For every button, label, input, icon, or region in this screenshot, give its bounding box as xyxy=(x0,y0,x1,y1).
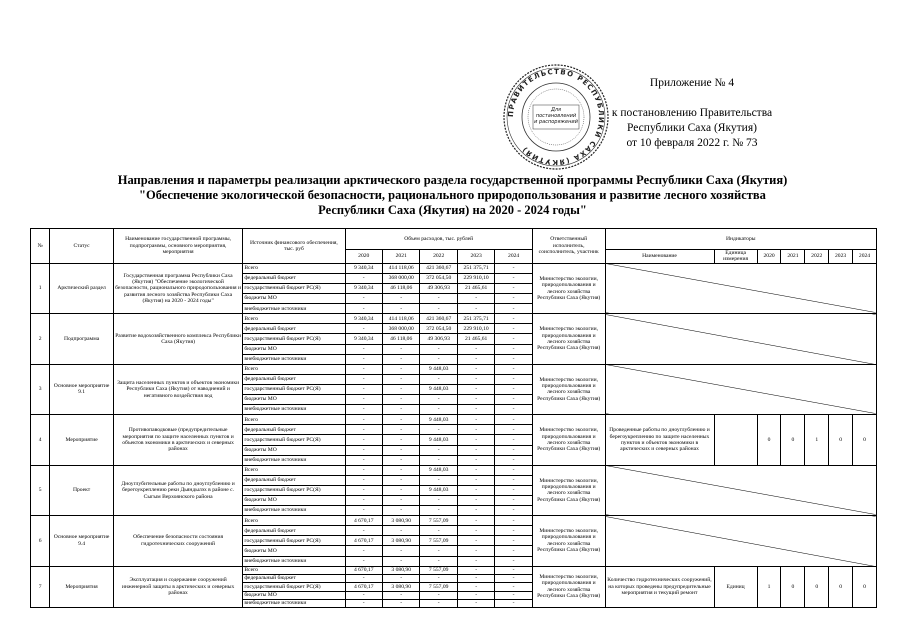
expense-value: - xyxy=(457,445,494,455)
row-executor: Министерство экологии, природопользования и лесного хозяйства Республики Саха (Якутия) xyxy=(532,415,605,465)
expense-value: - xyxy=(420,294,457,304)
expense-value: - xyxy=(345,304,382,314)
year-header: 2020 xyxy=(345,250,382,264)
source-republic: государственный бюджет РС(Я) xyxy=(243,284,345,294)
expense-value: 9 448,03 xyxy=(420,364,457,374)
expense-value: - xyxy=(495,374,532,384)
expense-value: 9 448,03 xyxy=(420,435,457,445)
row-number: 5 xyxy=(31,465,50,515)
expense-value: 229 910,10 xyxy=(457,324,494,334)
source-federal: федеральный бюджет xyxy=(243,374,345,384)
source-total: Всего xyxy=(243,516,345,526)
expense-value: - xyxy=(345,415,382,425)
expense-value: 3 080,90 xyxy=(382,536,419,546)
header-name: Наименование государственной программы, подпрограммы, основного мероприятия, мероприятия xyxy=(113,229,242,264)
expense-value: 368 000,00 xyxy=(382,324,419,334)
expense-value: - xyxy=(495,334,532,344)
expense-value: - xyxy=(457,405,494,415)
expense-value: - xyxy=(420,445,457,455)
expense-value: 7 557,09 xyxy=(420,566,457,574)
expense-value: - xyxy=(457,455,494,465)
table-row xyxy=(31,465,877,475)
row-name: Дноуглубительные работы по дноуглублению и берегоукреплению реки Дьяндылэх в районе с. Сыгым Верхоянского района xyxy=(113,465,242,515)
table-row xyxy=(31,364,877,374)
source-mo: бюджеты МО xyxy=(243,546,345,556)
expense-value: - xyxy=(457,516,494,526)
indicator-value: 0 xyxy=(829,415,853,465)
header-num: № xyxy=(31,229,50,264)
expense-value: - xyxy=(495,526,532,536)
source-republic: государственный бюджет РС(Я) xyxy=(243,334,345,344)
expense-value: - xyxy=(345,599,382,607)
row-name: Защита населенных пунктов и объектов экономики Республики Саха (Якутия) от наводнений и негативного воздействия вод xyxy=(113,364,242,414)
indicator-name: Проведенные работы по дноуглублению и берегоукреплению по защите населенных пунктов и объектов экономики в арктических и северных районах xyxy=(605,415,714,465)
expense-value: - xyxy=(345,294,382,304)
expense-value: - xyxy=(495,583,532,591)
expense-value: - xyxy=(457,304,494,314)
indicator-unit-header: Единица измерения xyxy=(714,250,757,264)
indicator-name: Количество гидротехнических сооружений, на которых проведены предупредительные мероприятия и текущий ремонт xyxy=(605,566,714,607)
table-row xyxy=(31,263,877,273)
row-status: Подпрограмма xyxy=(50,314,114,364)
expense-value: - xyxy=(457,591,494,599)
indicator-value: 0 xyxy=(853,415,877,465)
expense-value: - xyxy=(345,395,382,405)
expense-value: - xyxy=(345,384,382,394)
title-line1: Направления и параметры реализации арктического раздела государственной программы Республики Саха (Якутия) xyxy=(117,173,788,187)
indicator-year-header: 2021 xyxy=(781,250,805,264)
expense-value: - xyxy=(495,445,532,455)
year-header: 2024 xyxy=(495,250,532,264)
expense-value: 9 340,34 xyxy=(345,284,382,294)
expense-value: 9 448,03 xyxy=(420,384,457,394)
source-federal: федеральный бюджет xyxy=(243,324,345,334)
expense-value: - xyxy=(382,415,419,425)
expense-value: 7 557,09 xyxy=(420,583,457,591)
indicator-value: 0 xyxy=(805,566,829,607)
row-status: Арктический раздел xyxy=(50,263,114,313)
expense-value: - xyxy=(345,591,382,599)
source-total: Всего xyxy=(243,364,345,374)
source-mo: бюджеты МО xyxy=(243,445,345,455)
expense-value: 9 340,34 xyxy=(345,314,382,324)
expense-value: - xyxy=(457,485,494,495)
expense-value: - xyxy=(345,364,382,374)
expense-value: - xyxy=(345,344,382,354)
expense-value: 4 670,17 xyxy=(345,583,382,591)
year-header: 2021 xyxy=(382,250,419,264)
header-executor: Ответственный исполнитель, соисполнитель, участник xyxy=(532,229,605,264)
expense-value: - xyxy=(495,324,532,334)
expense-value: - xyxy=(495,516,532,526)
expense-value: - xyxy=(345,465,382,475)
expense-value: - xyxy=(457,574,494,582)
expense-value: - xyxy=(420,591,457,599)
expense-value: 7 557,09 xyxy=(420,536,457,546)
expense-value: - xyxy=(495,455,532,465)
expense-value: - xyxy=(457,495,494,505)
expense-value: - xyxy=(382,384,419,394)
expense-value: - xyxy=(420,556,457,566)
expense-value: - xyxy=(345,405,382,415)
source-extra: внебюджетные источники xyxy=(243,506,345,516)
table-row xyxy=(31,566,877,574)
indicator-unit xyxy=(714,415,757,465)
expense-value: - xyxy=(495,536,532,546)
expense-value: - xyxy=(495,364,532,374)
expense-value: 9 448,03 xyxy=(420,465,457,475)
expense-value: - xyxy=(495,574,532,582)
indicator-year-header: 2022 xyxy=(805,250,829,264)
document-title xyxy=(90,173,815,218)
expense-value: - xyxy=(495,344,532,354)
row-name: Государственная программа Республики Саха (Якутия) "Обеспечение экологической безопасности, рационального природопользования и развития лесного хозяйства Республики Саха (Якутия) на 2020 - 2024 годы" xyxy=(113,263,242,313)
expense-value: - xyxy=(382,526,419,536)
row-status: Основное мероприятие 9.4 xyxy=(50,516,114,566)
expense-value: 4 670,17 xyxy=(345,516,382,526)
row-status: Мероприятие xyxy=(50,415,114,465)
expense-value: - xyxy=(495,294,532,304)
expense-value: - xyxy=(495,405,532,415)
parameters-table xyxy=(30,228,877,608)
expense-value: 21 465,61 xyxy=(457,334,494,344)
expense-value: - xyxy=(345,324,382,334)
expense-value: - xyxy=(457,425,494,435)
row-status: Мероприятия xyxy=(50,566,114,607)
expense-value: - xyxy=(495,395,532,405)
expense-value: - xyxy=(382,455,419,465)
source-extra: внебюджетные источники xyxy=(243,405,345,415)
expense-value: - xyxy=(420,574,457,582)
appendix-line4: от 10 февраля 2022 г. № 73 xyxy=(626,137,758,149)
indicator-empty-cell xyxy=(605,465,877,515)
expense-value: - xyxy=(382,354,419,364)
indicator-value: 1 xyxy=(805,415,829,465)
expense-value: - xyxy=(457,374,494,384)
expense-value: - xyxy=(495,415,532,425)
expense-value: - xyxy=(345,374,382,384)
source-federal: федеральный бюджет xyxy=(243,574,345,582)
header-source: Источник финансового обеспечения, тыс. руб xyxy=(243,229,345,264)
expense-value: - xyxy=(382,556,419,566)
row-number: 7 xyxy=(31,566,50,607)
expense-value: - xyxy=(382,591,419,599)
source-federal: федеральный бюджет xyxy=(243,475,345,485)
source-extra: внебюджетные источники xyxy=(243,304,345,314)
row-number: 1 xyxy=(31,263,50,313)
expense-value: - xyxy=(495,599,532,607)
expense-value: - xyxy=(457,294,494,304)
expense-value: - xyxy=(495,475,532,485)
expense-value: - xyxy=(420,526,457,536)
source-federal: федеральный бюджет xyxy=(243,425,345,435)
header-indicators: Индикаторы xyxy=(605,229,877,250)
table-body xyxy=(31,263,877,607)
expense-value: - xyxy=(345,435,382,445)
source-total: Всего xyxy=(243,263,345,273)
row-executor: Министерство экологии, природопользования и лесного хозяйства Республики Саха (Якутия) xyxy=(532,465,605,515)
expense-value: - xyxy=(345,475,382,485)
row-number: 3 xyxy=(31,364,50,414)
expense-value: - xyxy=(382,574,419,582)
expense-value: - xyxy=(420,395,457,405)
source-mo: бюджеты МО xyxy=(243,395,345,405)
table-row xyxy=(31,415,877,425)
expense-value: - xyxy=(457,556,494,566)
expense-value: 3 080,90 xyxy=(382,583,419,591)
row-number: 6 xyxy=(31,516,50,566)
expense-value: 421 360,67 xyxy=(420,314,457,324)
expense-value: - xyxy=(345,445,382,455)
expense-value: - xyxy=(420,344,457,354)
expense-value: - xyxy=(382,395,419,405)
row-name: Эксплуатация и содержание сооружений инженерной защиты в арктических и северных районах xyxy=(113,566,242,607)
expense-value: - xyxy=(420,304,457,314)
expense-value: - xyxy=(420,475,457,485)
row-number: 2 xyxy=(31,314,50,364)
source-total: Всего xyxy=(243,465,345,475)
expense-value: 414 118,06 xyxy=(382,314,419,324)
year-header: 2022 xyxy=(420,250,457,264)
source-republic: государственный бюджет РС(Я) xyxy=(243,485,345,495)
expense-value: - xyxy=(457,599,494,607)
expense-value: - xyxy=(495,465,532,475)
row-status: Основное мероприятие 9.1 xyxy=(50,364,114,414)
indicator-name-header: Наименование xyxy=(605,250,714,264)
expense-value: 3 080,90 xyxy=(382,566,419,574)
row-executor: Министерство экологии, природопользования и лесного хозяйства Республики Саха (Якутия) xyxy=(532,314,605,364)
expense-value: - xyxy=(345,495,382,505)
expense-value: - xyxy=(420,405,457,415)
source-total: Всего xyxy=(243,566,345,574)
expense-value: 229 910,10 xyxy=(457,273,494,283)
expense-value: - xyxy=(495,304,532,314)
row-number: 4 xyxy=(31,415,50,465)
header-status: Статус xyxy=(50,229,114,264)
expense-value: 21 465,61 xyxy=(457,284,494,294)
appendix-block xyxy=(582,76,802,151)
indicator-year-header: 2023 xyxy=(829,250,853,264)
expense-value: - xyxy=(495,566,532,574)
expense-value: - xyxy=(420,495,457,505)
expense-value: - xyxy=(382,506,419,516)
title-line2: "Обеспечение экологической безопасности, рационального природопользования и развитие лесного хозяйства xyxy=(139,188,766,202)
expense-value: - xyxy=(382,294,419,304)
expense-value: - xyxy=(495,435,532,445)
indicator-unit: Единиц xyxy=(714,566,757,607)
expense-value: - xyxy=(382,495,419,505)
expense-value: - xyxy=(457,344,494,354)
expense-value: - xyxy=(495,495,532,505)
expense-value: - xyxy=(495,506,532,516)
expense-value: - xyxy=(382,374,419,384)
expense-value: - xyxy=(345,354,382,364)
year-header: 2023 xyxy=(457,250,494,264)
source-extra: внебюджетные источники xyxy=(243,354,345,364)
expense-value: - xyxy=(420,546,457,556)
expense-value: 368 000,00 xyxy=(382,273,419,283)
source-total: Всего xyxy=(243,314,345,324)
expense-value: - xyxy=(420,354,457,364)
source-extra: внебюджетные источники xyxy=(243,556,345,566)
expense-value: - xyxy=(457,384,494,394)
source-extra: внебюджетные источники xyxy=(243,455,345,465)
header-expenses: Объем расходов, тыс. рублей xyxy=(345,229,532,250)
expense-value: - xyxy=(495,591,532,599)
expense-value: - xyxy=(495,384,532,394)
expense-value: - xyxy=(457,546,494,556)
appendix-line1: Приложение № 4 xyxy=(649,77,735,89)
expense-value: 4 670,17 xyxy=(345,566,382,574)
source-federal: федеральный бюджет xyxy=(243,526,345,536)
expense-value: 3 080,90 xyxy=(382,516,419,526)
table-row xyxy=(31,314,877,324)
expense-value: 251 375,71 xyxy=(457,263,494,273)
expense-value: - xyxy=(345,455,382,465)
source-republic: государственный бюджет РС(Я) xyxy=(243,435,345,445)
appendix-line2: к постановлению Правительства xyxy=(611,107,773,119)
row-name: Обеспечение безопасности состояния гидротехнических сооружений xyxy=(113,516,242,566)
source-republic: государственный бюджет РС(Я) xyxy=(243,583,345,591)
source-mo: бюджеты МО xyxy=(243,591,345,599)
expense-value: - xyxy=(420,425,457,435)
expense-value: - xyxy=(382,405,419,415)
expense-value: - xyxy=(345,485,382,495)
expense-value: - xyxy=(382,425,419,435)
expense-value: 46 118,06 xyxy=(382,284,419,294)
indicator-year-header: 2020 xyxy=(757,250,781,264)
source-republic: государственный бюджет РС(Я) xyxy=(243,536,345,546)
expense-value: - xyxy=(382,465,419,475)
source-extra: внебюджетные источники xyxy=(243,599,345,607)
expense-value: - xyxy=(382,485,419,495)
expense-value: - xyxy=(382,344,419,354)
expense-value: - xyxy=(495,273,532,283)
expense-value: - xyxy=(495,284,532,294)
expense-value: 9 448,03 xyxy=(420,485,457,495)
expense-value: 49 306,93 xyxy=(420,284,457,294)
indicator-value: 0 xyxy=(781,415,805,465)
expense-value: 46 118,06 xyxy=(382,334,419,344)
expense-value: - xyxy=(420,455,457,465)
expense-value: - xyxy=(345,506,382,516)
parameters-table-wrap xyxy=(30,228,877,608)
expense-value: - xyxy=(495,556,532,566)
expense-value: - xyxy=(495,546,532,556)
expense-value: - xyxy=(495,263,532,273)
indicator-empty-cell xyxy=(605,314,877,364)
row-executor: Министерство экологии, природопользования и лесного хозяйства Республики Саха (Якутия) xyxy=(532,364,605,414)
source-mo: бюджеты МО xyxy=(243,294,345,304)
expense-value: - xyxy=(457,566,494,574)
source-mo: бюджеты МО xyxy=(243,495,345,505)
indicator-value: 0 xyxy=(829,566,853,607)
source-total: Всего xyxy=(243,415,345,425)
expense-value: - xyxy=(345,526,382,536)
title-line3: Республики Саха (Якутия) на 2020 - 2024 годы" xyxy=(318,203,587,217)
expense-value: 372 054,50 xyxy=(420,273,457,283)
indicator-empty-cell xyxy=(605,263,877,313)
expense-value: - xyxy=(457,415,494,425)
expense-value: - xyxy=(382,599,419,607)
expense-value: - xyxy=(420,374,457,384)
indicator-year-header: 2024 xyxy=(853,250,877,264)
indicator-value: 1 xyxy=(757,566,781,607)
expense-value: - xyxy=(345,556,382,566)
row-status: Проект xyxy=(50,465,114,515)
expense-value: - xyxy=(457,475,494,485)
source-republic: государственный бюджет РС(Я) xyxy=(243,384,345,394)
expense-value: - xyxy=(457,506,494,516)
expense-value: - xyxy=(345,574,382,582)
expense-value: - xyxy=(382,364,419,374)
expense-value: 414 118,06 xyxy=(382,263,419,273)
indicator-value: 0 xyxy=(781,566,805,607)
row-name: Противопаводковые (предупредительные мероприятия по защите населенных пунктов и объектов экономики в арктических и северных районах xyxy=(113,415,242,465)
expense-value: - xyxy=(495,314,532,324)
row-executor: Министерство экологии, природопользования и лесного хозяйства Республики Саха (Якутия) xyxy=(532,263,605,313)
expense-value: 49 306,93 xyxy=(420,334,457,344)
expense-value: - xyxy=(495,485,532,495)
row-executor: Министерство экологии, природопользования и лесного хозяйства Республики Саха (Якутия) xyxy=(532,516,605,566)
expense-value: 9 340,34 xyxy=(345,263,382,273)
expense-value: - xyxy=(382,546,419,556)
indicator-value: 0 xyxy=(757,415,781,465)
expense-value: - xyxy=(457,364,494,374)
row-executor: Министерство экологии, природопользования и лесного хозяйства Республики Саха (Якутия) xyxy=(532,566,605,607)
expense-value: - xyxy=(457,395,494,405)
expense-value: - xyxy=(382,304,419,314)
expense-value: - xyxy=(457,435,494,445)
source-mo: бюджеты МО xyxy=(243,344,345,354)
expense-value: - xyxy=(345,273,382,283)
expense-value: 7 557,09 xyxy=(420,516,457,526)
expense-value: - xyxy=(495,354,532,364)
expense-value: - xyxy=(345,546,382,556)
expense-value: 251 375,71 xyxy=(457,314,494,324)
expense-value: - xyxy=(382,475,419,485)
expense-value: 9 340,34 xyxy=(345,334,382,344)
indicator-empty-cell xyxy=(605,364,877,414)
expense-value: - xyxy=(382,445,419,455)
expense-value: - xyxy=(457,465,494,475)
expense-value: 372 054,50 xyxy=(420,324,457,334)
table-row xyxy=(31,516,877,526)
expense-value: 421 360,67 xyxy=(420,263,457,273)
expense-value: - xyxy=(457,583,494,591)
expense-value: - xyxy=(457,354,494,364)
indicator-value: 0 xyxy=(853,566,877,607)
expense-value: - xyxy=(495,425,532,435)
expense-value: - xyxy=(345,425,382,435)
expense-value: - xyxy=(420,506,457,516)
expense-value: - xyxy=(457,536,494,546)
expense-value: 9 448,03 xyxy=(420,415,457,425)
stamp-center-text: Для постановлений и распоряжений xyxy=(534,107,578,125)
appendix-line3: Республики Саха (Якутия) xyxy=(627,122,757,134)
expense-value: - xyxy=(420,599,457,607)
expense-value: 4 670,17 xyxy=(345,536,382,546)
row-name: Развитие водохозяйственного комплекса Республики Саха (Якутия) xyxy=(113,314,242,364)
expense-value: - xyxy=(457,526,494,536)
stamp-ring-text: ПРАВИТЕЛЬСТВО РЕСПУБЛИКИ САХА (ЯКУТИЯ) xyxy=(506,67,606,167)
source-federal: федеральный бюджет xyxy=(243,273,345,283)
indicator-empty-cell xyxy=(605,516,877,566)
expense-value: - xyxy=(382,435,419,445)
